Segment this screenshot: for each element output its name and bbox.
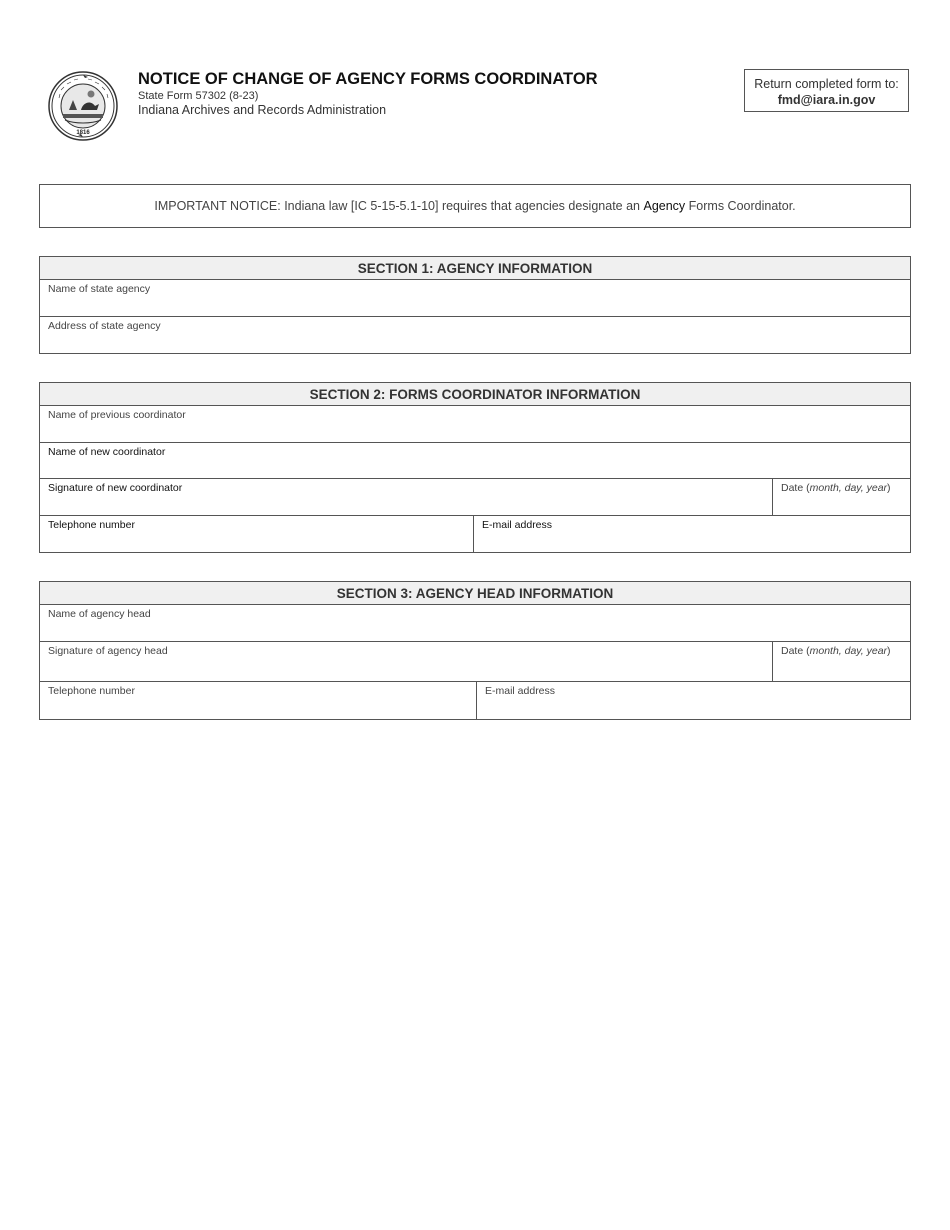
svg-text:1816: 1816 bbox=[76, 130, 90, 136]
notice-agency-word: Agency bbox=[643, 199, 686, 213]
agency-head-email-label: E-mail address bbox=[485, 685, 556, 697]
agency-head-date-hint: month, day, year bbox=[809, 645, 888, 657]
agency-head-telephone-field[interactable] bbox=[40, 682, 476, 719]
previous-coordinator-field[interactable] bbox=[40, 406, 910, 442]
section-1-title: SECTION 1: AGENCY INFORMATION bbox=[40, 257, 910, 280]
section-3-title: SECTION 3: AGENCY HEAD INFORMATION bbox=[40, 582, 910, 605]
notice-prefix: IMPORTANT NOTICE: Indiana law [IC 5-15-5.1-10] requires that agencies designate an bbox=[154, 199, 640, 213]
new-coordinator-signature-field[interactable] bbox=[40, 479, 772, 515]
previous-coordinator-label: Name of previous coordinator bbox=[48, 409, 186, 421]
agency-head-date-field[interactable]: Date (month, day, year) bbox=[772, 642, 910, 681]
agency-head-name-field[interactable] bbox=[40, 605, 910, 641]
coordinator-telephone-label: Telephone number bbox=[48, 519, 135, 531]
return-label: Return completed form to: bbox=[754, 77, 899, 91]
section-forms-coordinator-information bbox=[39, 382, 911, 553]
new-coordinator-field[interactable] bbox=[40, 443, 910, 478]
return-box bbox=[744, 69, 909, 112]
return-email: fmd@iara.in.gov bbox=[777, 93, 876, 107]
state-agency-address-field[interactable] bbox=[40, 317, 910, 353]
form-number: State Form 57302 (8-23) bbox=[138, 90, 259, 102]
agency-head-name-label: Name of agency head bbox=[48, 608, 151, 620]
new-coordinator-label: Name of new coordinator bbox=[48, 446, 166, 458]
agency-head-email-field[interactable] bbox=[476, 682, 910, 719]
state-seal-logo bbox=[47, 70, 119, 142]
agency-head-signature-field[interactable] bbox=[40, 642, 772, 681]
section-agency-information bbox=[39, 256, 911, 354]
section-2-title: SECTION 2: FORMS COORDINATOR INFORMATION bbox=[40, 383, 910, 406]
agency-head-date-label: Date bbox=[781, 645, 804, 657]
new-coordinator-date-field[interactable]: Date (month, day, year) bbox=[772, 479, 910, 515]
new-coordinator-date-label: Date bbox=[781, 482, 804, 494]
new-coordinator-signature-label: Signature of new coordinator bbox=[48, 482, 183, 494]
new-coordinator-date-hint: month, day, year bbox=[809, 482, 888, 494]
agency-head-signature-label: Signature of agency head bbox=[48, 645, 168, 657]
state-agency-name-field[interactable] bbox=[40, 280, 910, 316]
agency-name: Indiana Archives and Records Administration bbox=[138, 103, 387, 117]
form-title: NOTICE OF CHANGE OF AGENCY FORMS COORDINATOR bbox=[138, 70, 598, 88]
important-notice bbox=[39, 184, 911, 228]
coordinator-telephone-field[interactable] bbox=[40, 516, 473, 552]
state-agency-address-label: Address of state agency bbox=[48, 320, 161, 332]
section-agency-head-information bbox=[39, 581, 911, 720]
coordinator-email-label: E-mail address bbox=[482, 519, 553, 531]
coordinator-email-field[interactable] bbox=[473, 516, 910, 552]
agency-head-telephone-label: Telephone number bbox=[48, 685, 135, 697]
state-agency-name-label: Name of state agency bbox=[48, 283, 151, 295]
notice-suffix: Forms Coordinator. bbox=[688, 199, 796, 213]
